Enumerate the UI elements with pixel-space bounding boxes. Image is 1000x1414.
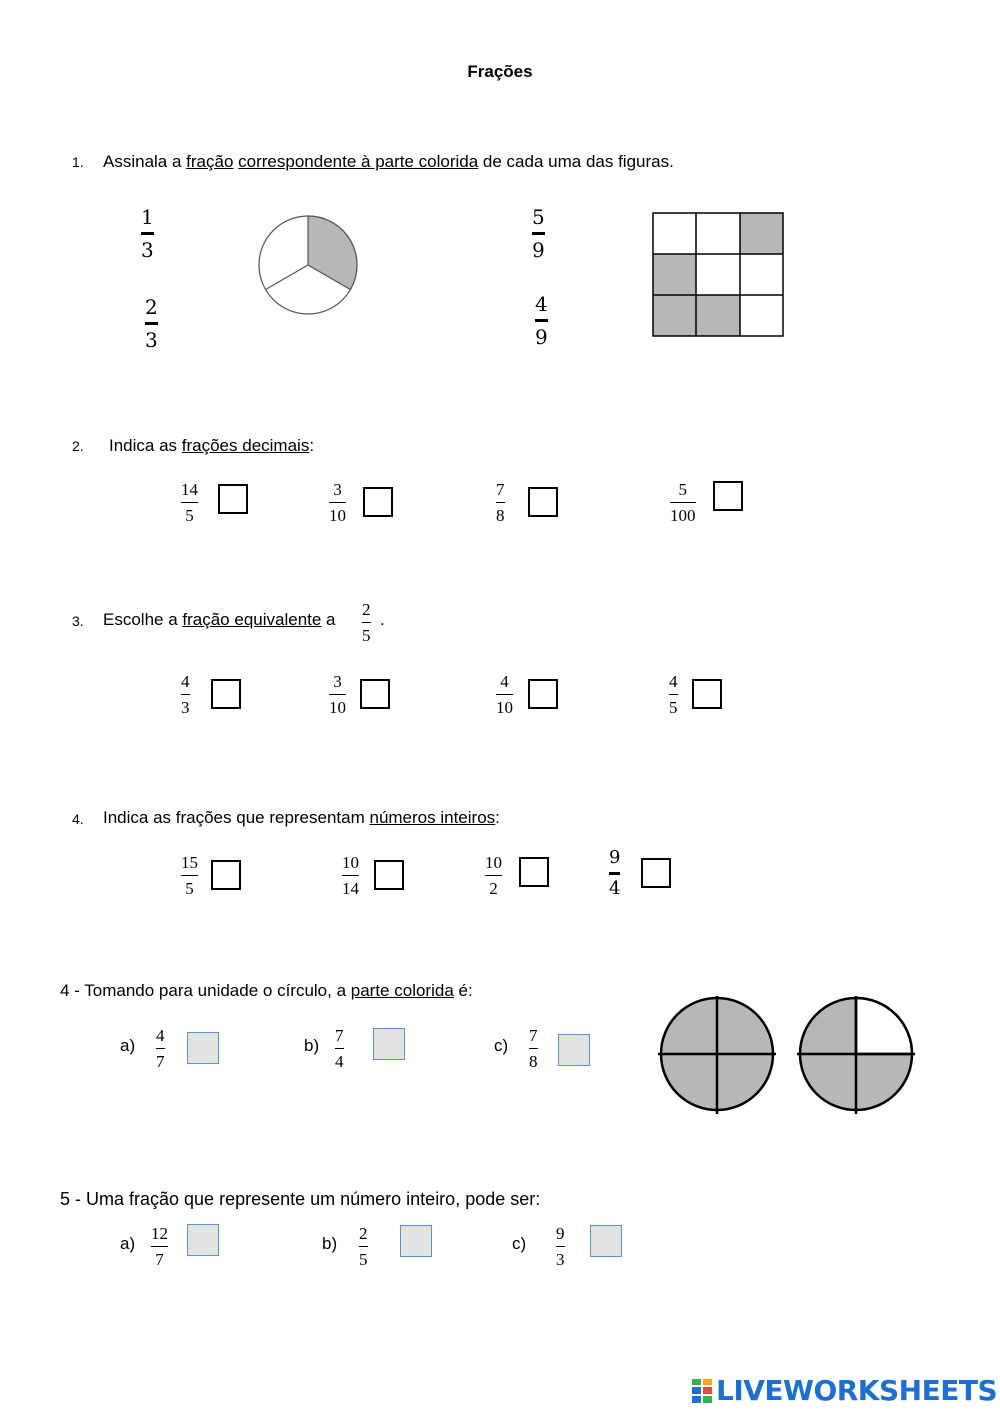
q2-checkbox-2[interactable] (363, 487, 393, 517)
question-3-text: Escolhe a fração equivalente a (103, 610, 336, 629)
question-6-text: 5 - Uma fração que represente um número inteiro, pode ser: (60, 1189, 541, 1209)
q3-reference-fraction: 2 5 (362, 600, 371, 645)
q4-checkbox-3[interactable] (519, 857, 549, 887)
logo-text: LIVEWORKSHEETS (716, 1374, 998, 1407)
q4-fraction-15-5: 15 5 (181, 853, 198, 898)
q5-label-c: c) (494, 1036, 509, 1055)
q4-checkbox-1[interactable] (211, 860, 241, 890)
circle-three-quarters (797, 996, 915, 1114)
q6-answer-input-a[interactable] (187, 1224, 219, 1256)
q1-option-4-9[interactable]: 4 9 (535, 292, 548, 349)
q3-checkbox-4[interactable] (692, 679, 722, 709)
q5-answer-input-c[interactable] (558, 1034, 590, 1066)
question-3-end: . (380, 610, 385, 629)
q3-fraction-4-5: 4 5 (669, 672, 678, 717)
q4-fraction-10-14: 10 14 (342, 853, 359, 898)
question-2-text: Indica as frações decimais: (109, 436, 315, 455)
q3-checkbox-1[interactable] (211, 679, 241, 709)
question-4-text: Indica as frações que representam números inteiros: (103, 808, 500, 827)
q1-option-1-3[interactable]: 1 3 (141, 205, 154, 262)
q2-checkbox-4[interactable] (713, 481, 743, 511)
q2-fraction-7-8: 7 8 (496, 480, 505, 525)
q5-fraction-7-8: 7 8 (529, 1026, 538, 1071)
q6-label-a: a) (120, 1234, 136, 1253)
circle-full (658, 996, 776, 1114)
q5-fraction-7-4: 7 4 (335, 1026, 344, 1071)
q6-fraction-2-5: 2 5 (359, 1224, 368, 1269)
q5-label-a: a) (120, 1036, 136, 1055)
q5-fraction-4-7: 4 7 (156, 1026, 165, 1071)
question-4-number: 4. (72, 811, 84, 827)
q3-fraction-4-10: 4 10 (496, 672, 513, 717)
q2-fraction-3-10: 3 10 (329, 480, 346, 525)
q6-answer-input-b[interactable] (400, 1225, 432, 1257)
q4-checkbox-2[interactable] (374, 860, 404, 890)
q6-fraction-9-3: 9 3 (556, 1224, 565, 1269)
question-3-number: 3. (72, 613, 84, 629)
q6-fraction-12-7: 12 7 (151, 1224, 168, 1269)
question-5-text: 4 - Tomando para unidade o círculo, a parte colorida é: (60, 981, 473, 1000)
q2-checkbox-1[interactable] (218, 484, 248, 514)
q1-option-5-9[interactable]: 5 9 (532, 205, 545, 262)
grid-ninths-figure (652, 212, 784, 338)
q1-option-2-3[interactable]: 2 3 (145, 295, 158, 352)
q6-label-b: b) (322, 1234, 338, 1253)
quartered-circles-figure (655, 995, 920, 1117)
q4-fraction-10-2: 10 2 (485, 853, 502, 898)
page-title: Frações (467, 62, 533, 81)
q6-answer-input-c[interactable] (590, 1225, 622, 1257)
q4-checkbox-4[interactable] (641, 858, 671, 888)
q3-fraction-3-10: 3 10 (329, 672, 346, 717)
logo-icon (692, 1379, 712, 1403)
q5-answer-input-a[interactable] (187, 1032, 219, 1064)
question-2-number: 2. (72, 438, 84, 454)
liveworksheets-logo (692, 1374, 997, 1407)
question-1-text: Assinala a fração correspondente à parte colorida de cada uma das figuras. (103, 152, 674, 171)
q4-fraction-9-4: 9 4 (609, 847, 621, 899)
q2-fraction-14-5: 14 5 (181, 480, 198, 525)
pie-thirds-figure (255, 212, 363, 320)
q3-checkbox-3[interactable] (528, 679, 558, 709)
q3-checkbox-2[interactable] (360, 679, 390, 709)
question-1-number: 1. (72, 154, 84, 170)
q2-checkbox-3[interactable] (528, 487, 558, 517)
q2-fraction-5-100: 5 100 (670, 480, 696, 525)
q6-label-c: c) (512, 1234, 527, 1253)
q5-answer-input-b[interactable] (373, 1028, 405, 1060)
q3-fraction-4-3: 4 3 (181, 672, 190, 717)
q5-label-b: b) (304, 1036, 320, 1055)
